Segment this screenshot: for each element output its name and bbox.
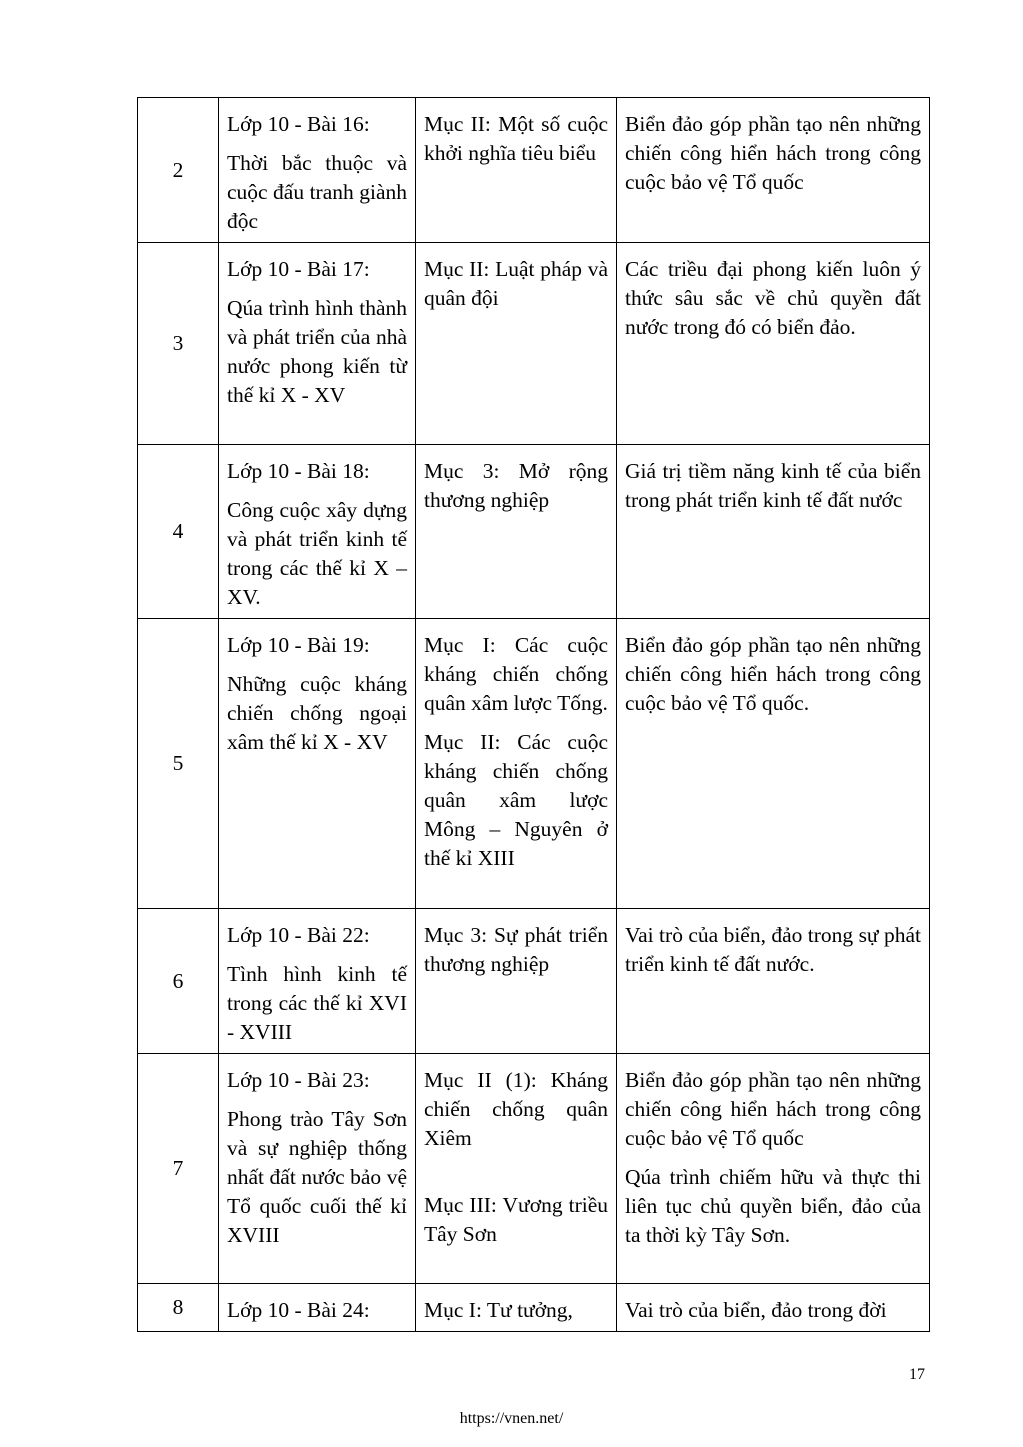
table-row bbox=[138, 98, 930, 243]
section-cell bbox=[416, 1284, 617, 1332]
section-cell bbox=[416, 619, 617, 909]
section-text: Mục I: Các cuộc kháng chiến chống quân xâm lược Tống. bbox=[424, 633, 608, 715]
lesson-name: Những cuộc kháng chiến chống ngoại xâm thế kỉ X - XV bbox=[227, 672, 407, 754]
section-text: Mục 3: Sự phát triển thương nghiệp bbox=[424, 923, 608, 976]
section-text: Mục II: Một số cuộc khởi nghĩa tiêu biểu bbox=[424, 112, 608, 165]
row-number: 8 bbox=[138, 1284, 219, 1332]
section-cell bbox=[416, 98, 617, 243]
table-row bbox=[138, 1284, 930, 1332]
content-text: Biển đảo góp phần tạo nên những chiến công hiển hách trong công cuộc bảo vệ Tổ quốc. bbox=[625, 633, 921, 715]
lesson-name: Tình hình kinh tế trong các thế kỉ XVI - XVIII bbox=[227, 962, 407, 1044]
content-cell bbox=[617, 445, 930, 619]
lesson-title: Lớp 10 - Bài 17: bbox=[227, 257, 370, 281]
lesson-cell bbox=[219, 1284, 416, 1332]
lesson-name: Công cuộc xây dựng và phát triển kinh tế trong các thế kỉ X – XV. bbox=[227, 498, 407, 609]
section-text: Mục I: Tư tưởng, bbox=[424, 1298, 573, 1322]
content-cell bbox=[617, 909, 930, 1054]
lesson-table bbox=[137, 97, 930, 1332]
row-number: 5 bbox=[138, 619, 219, 909]
content-cell bbox=[617, 1284, 930, 1332]
content-text: Vai trò của biển, đảo trong đời bbox=[625, 1298, 887, 1322]
section-cell bbox=[416, 909, 617, 1054]
row-number: 2 bbox=[138, 98, 219, 243]
section-text: Mục II (1): Kháng chiến chống quân Xiêm bbox=[424, 1068, 608, 1150]
lesson-title: Lớp 10 - Bài 19: bbox=[227, 633, 370, 657]
content-cell bbox=[617, 619, 930, 909]
lesson-title: Lớp 10 - Bài 23: bbox=[227, 1068, 370, 1092]
content-text: Các triều đại phong kiến luôn ý thức sâu sắc về chủ quyền đất nước trong đó có biển đảo. bbox=[625, 257, 921, 339]
row-number: 6 bbox=[138, 909, 219, 1054]
table-row bbox=[138, 445, 930, 619]
content-cell bbox=[617, 98, 930, 243]
content-cell bbox=[617, 1054, 930, 1284]
lesson-cell bbox=[219, 909, 416, 1054]
content-text: Vai trò của biển, đảo trong sự phát triển kinh tế đất nước. bbox=[625, 923, 921, 976]
table-row bbox=[138, 909, 930, 1054]
footer-url: https://vnen.net/ bbox=[459, 1410, 564, 1427]
section-text: Mục II: Luật pháp và quân đội bbox=[424, 257, 608, 310]
table-row bbox=[138, 1054, 930, 1284]
row-number: 4 bbox=[138, 445, 219, 619]
lesson-name: Phong trào Tây Sơn và sự nghiệp thống nhất đất nước bảo vệ Tổ quốc cuối thế kỉ XVIII bbox=[227, 1107, 407, 1247]
lesson-cell bbox=[219, 243, 416, 445]
row-number: 3 bbox=[138, 243, 219, 445]
lesson-name: Qúa trình hình thành và phát triển của nhà nước phong kiến từ thế kỉ X - XV bbox=[227, 296, 407, 407]
lesson-title: Lớp 10 - Bài 24: bbox=[227, 1298, 370, 1322]
lesson-cell bbox=[219, 619, 416, 909]
lesson-cell bbox=[219, 98, 416, 243]
section-cell bbox=[416, 445, 617, 619]
content-cell bbox=[617, 243, 930, 445]
table-row bbox=[138, 619, 930, 909]
content-text: Qúa trình chiếm hữu và thực thi liên tục chủ quyền biển, đảo của ta thời kỳ Tây Sơn. bbox=[625, 1165, 921, 1247]
lesson-title: Lớp 10 - Bài 22: bbox=[227, 923, 370, 947]
table-row bbox=[138, 243, 930, 445]
page-number: 17 bbox=[909, 1366, 925, 1383]
content-text: Biển đảo góp phần tạo nên những chiến công hiển hách trong công cuộc bảo vệ Tổ quốc bbox=[625, 112, 921, 194]
lesson-name: Thời bắc thuộc và cuộc đấu tranh giành độc bbox=[227, 151, 407, 233]
row-number: 7 bbox=[138, 1054, 219, 1284]
section-cell bbox=[416, 243, 617, 445]
section-cell bbox=[416, 1054, 617, 1284]
lesson-title: Lớp 10 - Bài 18: bbox=[227, 459, 370, 483]
content-text: Biển đảo góp phần tạo nên những chiến công hiển hách trong công cuộc bảo vệ Tổ quốc bbox=[625, 1068, 921, 1150]
lesson-cell bbox=[219, 1054, 416, 1284]
lesson-cell bbox=[219, 445, 416, 619]
section-text: Mục II: Các cuộc kháng chiến chống quân xâm lược Mông – Nguyên ở thế kỉ XIII bbox=[424, 730, 608, 870]
lesson-title: Lớp 10 - Bài 16: bbox=[227, 112, 370, 136]
section-text: Mục III: Vương triều Tây Sơn bbox=[424, 1193, 608, 1246]
section-text: Mục 3: Mở rộng thương nghiệp bbox=[424, 459, 608, 512]
content-text: Giá trị tiềm năng kinh tế của biển trong phát triển kinh tế đất nước bbox=[625, 459, 921, 512]
